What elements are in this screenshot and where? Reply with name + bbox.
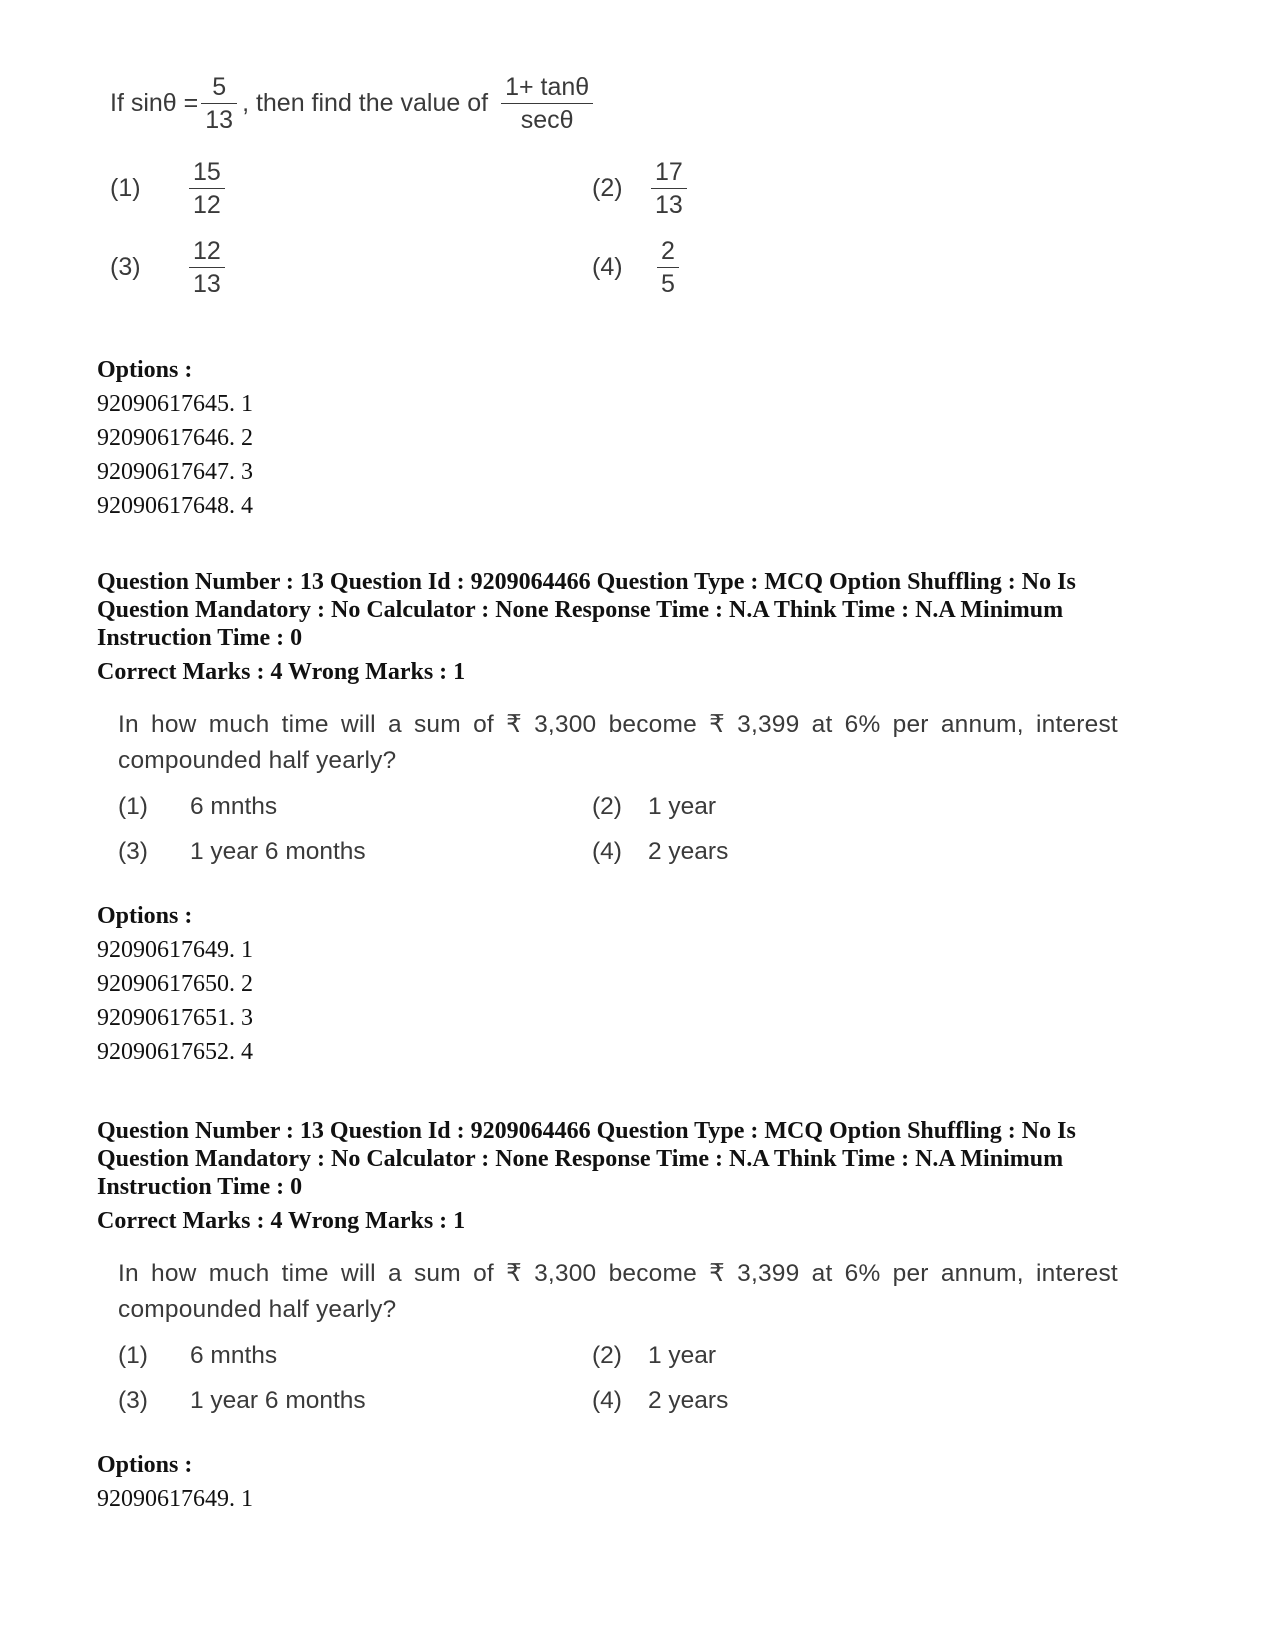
choice-label: (3) xyxy=(118,1387,148,1414)
word: much xyxy=(208,1260,270,1287)
word: In xyxy=(118,711,139,738)
choice-label: (1) xyxy=(118,793,148,820)
word: 3,300 xyxy=(534,711,597,738)
q13b-marks: Correct Marks : 4 Wrong Marks : 1 xyxy=(97,1208,466,1234)
word: time xyxy=(281,1260,329,1287)
word: time xyxy=(281,711,329,738)
q13a-choice-4 xyxy=(592,838,728,866)
choice-text: 2 years xyxy=(648,838,729,865)
expression-denominator: secθ xyxy=(520,105,574,134)
word: of xyxy=(473,711,494,738)
meta-line: Question Number : 13 Question Id : 9209064466 Question Type : MCQ Option Shuffling : No Is xyxy=(97,1118,1076,1144)
option-item: 92090617646. 2 xyxy=(97,425,253,451)
word: annum, xyxy=(940,1260,1024,1287)
choice-label: (2) xyxy=(592,1342,622,1369)
q13a-question-text xyxy=(118,707,1118,779)
choice-label: (1) xyxy=(110,173,141,202)
q12-choice-4 xyxy=(592,232,732,302)
word: how xyxy=(151,711,197,738)
options-heading: Options : xyxy=(97,1452,193,1478)
rupee-symbol: ₹ xyxy=(506,711,522,738)
option-item: 92090617645. 1 xyxy=(97,391,253,417)
option-item: 92090617650. 2 xyxy=(97,971,253,997)
expression-fraction xyxy=(501,71,593,136)
q13b-meta xyxy=(97,1117,1217,1201)
option-item: 92090617649. 1 xyxy=(97,937,253,963)
word: 3,399 xyxy=(737,1260,800,1287)
meta-line: Instruction Time : 0 xyxy=(97,625,303,651)
choice-fraction xyxy=(651,156,687,221)
word: 3,300 xyxy=(534,1260,597,1287)
q12-stem-middle: , then find the value of xyxy=(242,88,489,117)
expression-numerator: 1+ tanθ xyxy=(505,72,590,101)
q13b-choice-2 xyxy=(592,1342,716,1370)
q13b-choice-3 xyxy=(118,1387,366,1415)
choice-label: (4) xyxy=(592,252,623,281)
word: at xyxy=(811,711,833,738)
word: per xyxy=(892,1260,929,1287)
word: a xyxy=(387,1260,402,1287)
choice-numerator: 17 xyxy=(655,157,683,186)
choice-denominator: 5 xyxy=(661,269,675,298)
word: of xyxy=(473,1260,494,1287)
question-line-2: compounded half yearly? xyxy=(118,1296,397,1323)
word: sum xyxy=(413,711,461,738)
word: sum xyxy=(413,1260,461,1287)
q12-stem xyxy=(110,68,596,138)
q13a-marks: Correct Marks : 4 Wrong Marks : 1 xyxy=(97,659,466,685)
q13a-choice-3 xyxy=(118,838,366,866)
meta-line: Question Number : 13 Question Id : 9209064466 Question Type : MCQ Option Shuffling : No Is xyxy=(97,569,1076,595)
choice-fraction xyxy=(657,235,679,300)
choice-text: 2 years xyxy=(648,1387,729,1414)
word: 6% xyxy=(844,1260,881,1287)
sin-fraction xyxy=(201,71,237,136)
option-item: 92090617651. 3 xyxy=(97,1005,253,1031)
word: will xyxy=(340,711,376,738)
q12-stem-prefix: If sinθ = xyxy=(110,88,199,117)
rupee-symbol: ₹ xyxy=(709,1260,725,1287)
choice-label: (2) xyxy=(592,793,622,820)
choice-label: (4) xyxy=(592,838,622,865)
choice-text: 1 year xyxy=(648,1342,717,1369)
choice-label: (2) xyxy=(592,173,623,202)
choice-numerator: 15 xyxy=(193,157,221,186)
question-line-1 xyxy=(118,707,1118,743)
q13b-choice-4 xyxy=(592,1387,728,1415)
choice-label: (4) xyxy=(592,1387,622,1414)
word: will xyxy=(340,1260,376,1287)
choice-numerator: 2 xyxy=(661,236,675,265)
word: at xyxy=(811,1260,833,1287)
q13a-meta xyxy=(97,568,1217,652)
choice-text: 1 year xyxy=(648,793,717,820)
meta-line: Question Mandatory : No Calculator : None Response Time : N.A Think Time : N.A Minimum xyxy=(97,597,1064,623)
sin-numerator: 5 xyxy=(212,72,227,101)
meta-line: Instruction Time : 0 xyxy=(97,1174,303,1200)
options-heading: Options : xyxy=(97,903,193,929)
choice-label: (3) xyxy=(118,838,148,865)
word: interest xyxy=(1035,1260,1118,1287)
choice-text: 6 mnths xyxy=(190,793,278,820)
question-line-2: compounded half yearly? xyxy=(118,747,397,774)
rupee-symbol: ₹ xyxy=(709,711,725,738)
choice-label: (1) xyxy=(118,1342,148,1369)
word: become xyxy=(608,1260,697,1287)
q13a-options xyxy=(97,899,253,1069)
meta-line: Question Mandatory : No Calculator : None Response Time : N.A Think Time : N.A Minimum xyxy=(97,1146,1064,1172)
option-item: 92090617652. 4 xyxy=(97,1039,253,1065)
word: annum, xyxy=(940,711,1024,738)
choice-text: 1 year 6 months xyxy=(190,1387,366,1414)
word: interest xyxy=(1035,711,1118,738)
sin-denominator: 13 xyxy=(205,105,234,134)
word: much xyxy=(208,711,270,738)
word: In xyxy=(118,1260,139,1287)
options-heading: Options : xyxy=(97,357,193,383)
choice-label: (3) xyxy=(110,252,141,281)
choice-text: 1 year 6 months xyxy=(190,838,366,865)
choice-fraction xyxy=(189,156,225,221)
option-item: 92090617649. 1 xyxy=(97,1486,253,1512)
word: 3,399 xyxy=(737,711,800,738)
question-line-1 xyxy=(118,1256,1118,1292)
choice-denominator: 13 xyxy=(655,190,683,219)
word: how xyxy=(151,1260,197,1287)
q12-options xyxy=(97,353,253,523)
q12-choice-1 xyxy=(110,153,250,223)
word: per xyxy=(892,711,929,738)
word: become xyxy=(608,711,697,738)
q13b-choice-1 xyxy=(118,1342,277,1370)
q13b-options xyxy=(97,1448,253,1516)
q13a-choice-1 xyxy=(118,793,277,821)
q12-choice-2 xyxy=(592,153,732,223)
choice-denominator: 13 xyxy=(193,269,221,298)
choice-fraction xyxy=(189,235,225,300)
word: 6% xyxy=(844,711,881,738)
choice-denominator: 12 xyxy=(193,190,221,219)
choice-text: 6 mnths xyxy=(190,1342,278,1369)
choice-numerator: 12 xyxy=(193,236,221,265)
option-item: 92090617647. 3 xyxy=(97,459,253,485)
q13b-question-text xyxy=(118,1256,1118,1328)
word: a xyxy=(387,711,402,738)
q13a-choice-2 xyxy=(592,793,716,821)
rupee-symbol: ₹ xyxy=(506,1260,522,1287)
option-item: 92090617648. 4 xyxy=(97,493,253,519)
q12-choice-3 xyxy=(110,232,250,302)
